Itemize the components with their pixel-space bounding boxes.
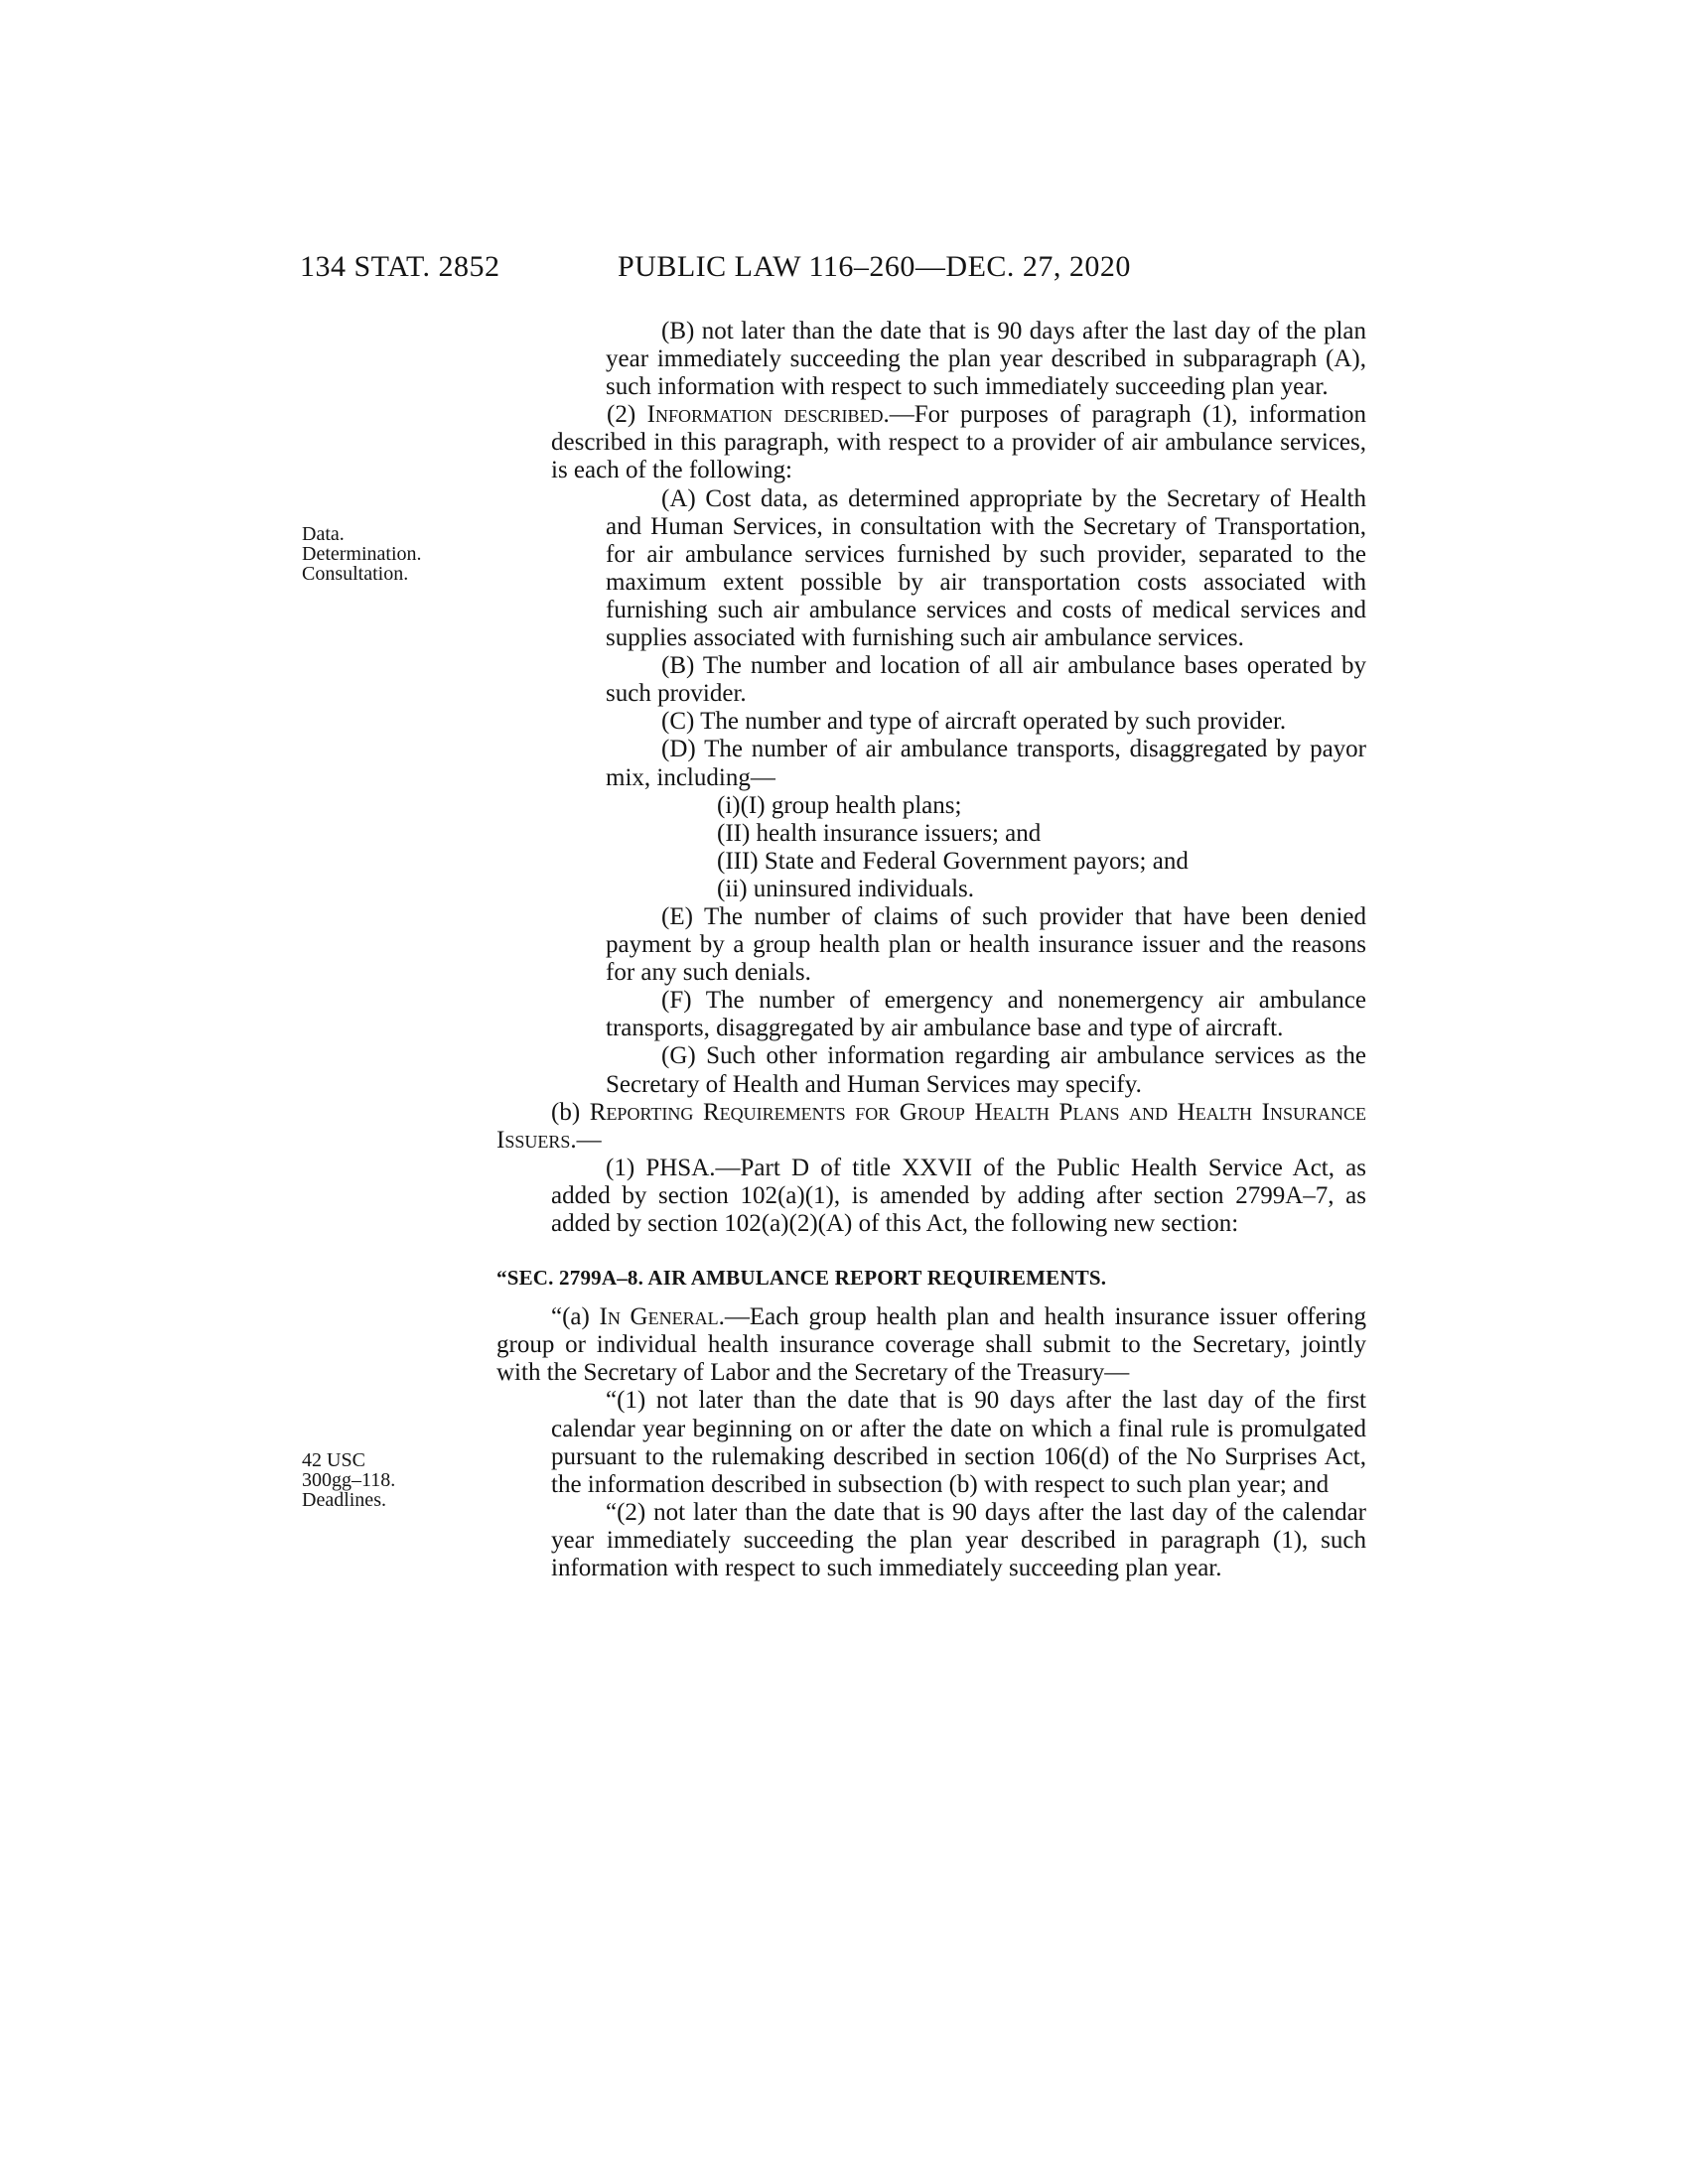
subparagraph-f	[606, 987, 1366, 1042]
text: (B) The number and location of all air ambulance bases operated by such provider.	[606, 652, 1366, 708]
text: “(2) not later than the date that is 90 days after the last day of the calendar year immediately succeeding the plan year described in paragraph (1), such information with respect to such immediately succeeding plan year.	[551, 1498, 1366, 1582]
paragraph-1-phsa	[551, 1155, 1366, 1238]
text: (F) The number of emergency and nonemergency air ambulance transports, disaggregated by air ambulance base and type of aircraft.	[606, 987, 1366, 1042]
margin-note-line: 300gg–118.	[302, 1469, 396, 1491]
paragraph-2	[551, 401, 1366, 484]
text: (1) PHSA.—Part D of title XXVII of the Public Health Service Act, as added by section 102(a)(1), is amended by adding after section 2799A–7, as added by section 102(a)(2)(A) of this Act, the following new section:	[551, 1154, 1366, 1237]
margin-note-line: 42 USC	[302, 1449, 365, 1471]
text: (ii) uninsured individuals.	[717, 875, 974, 902]
paragraph-number: (2)	[607, 401, 647, 429]
subsection-a	[496, 1303, 1366, 1387]
stat-citation: 134 STAT. 2852	[300, 250, 500, 283]
subparagraph-e	[606, 903, 1366, 987]
paragraph-heading: Information described	[646, 401, 884, 429]
text: (III) State and Federal Government payors; and	[717, 847, 1189, 875]
paragraph-a2	[551, 1499, 1366, 1582]
text: (E) The number of claims of such provider that have been denied payment by a group health plan or health insurance issuer and the reasons for any such denials.	[606, 902, 1366, 987]
subparagraph-a	[606, 485, 1366, 653]
margin-note-line: Consultation.	[302, 563, 409, 585]
text: (i)(I) group health plans;	[717, 791, 962, 819]
subsection-b	[496, 1099, 1366, 1155]
paragraph-a1	[551, 1387, 1366, 1498]
subparagraph-b	[606, 652, 1366, 708]
margin-note-line: Data.	[302, 523, 345, 545]
statute-body	[496, 318, 1367, 1582]
text: .—For purposes of paragraph (1), information described in this paragraph, with respect to a provider of air ambulance services, is each of the following:	[551, 401, 1366, 484]
clause-i-1	[717, 792, 1366, 820]
paragraph-b-subpara	[606, 318, 1366, 401]
subparagraph-g	[606, 1042, 1366, 1098]
subsection-number: “(a)	[551, 1303, 600, 1331]
text: (B) not later than the date that is 90 days after the last day of the plan year immediately succeeding the plan year described in subparagraph (A), such information with respect to such immediately succeeding plan year.	[606, 318, 1366, 401]
subparagraph-d	[606, 736, 1366, 791]
text: .—Each group health plan and health insurance issuer offering group or individual health insurance coverage shall submit to the Secretary, jointly with the Secretary of Labor and the Secretary of the Treasury—	[496, 1303, 1367, 1387]
clause-i-2	[717, 820, 1366, 848]
margin-note-usc	[302, 1450, 395, 1510]
running-head: PUBLIC LAW 116–260—DEC. 27, 2020	[618, 250, 1131, 283]
text: (G) Such other information regarding air ambulance services as the Secretary of Health and Human Services may specify.	[606, 1042, 1366, 1098]
page-header	[0, 250, 1688, 290]
subparagraph-c	[606, 708, 1366, 736]
text: (D) The number of air ambulance transports, disaggregated by payor mix, including—	[606, 736, 1366, 791]
text: “(1) not later than the date that is 90 days after the last day of the first calendar year beginning on or after the date on which a final rule is promulgated pursuant to the rulemaking described in section 106(d) of the No Surprises Act, the information described in subsection (b) with respect to such plan year; and	[551, 1387, 1366, 1498]
margin-note-line: Determination.	[302, 543, 422, 565]
text: (II) health insurance issuers; and	[717, 819, 1042, 847]
subsection-heading: In General	[599, 1303, 719, 1331]
margin-note-line: Deadlines.	[302, 1489, 386, 1511]
text: .—	[570, 1126, 602, 1154]
clause-i-3	[717, 848, 1366, 876]
text: (A) Cost data, as determined appropriate by the Secretary of Health and Human Services, in consultation with the Secretary of Transportation, for air ambulance services furnished by such provider, separated to the maximum extent possible by air transportation costs associated with furnishing such air ambulance services and costs of medical services and supplies associated with furnishing such air ambulance services.	[606, 484, 1366, 652]
subsection-heading: Reporting Requirements for Group Health Plans and Health Insurance Issuers	[496, 1098, 1366, 1154]
clause-ii	[717, 876, 1366, 903]
section-heading: “SEC. 2799A–8. AIR AMBULANCE REPORT REQUIREMENTS.	[496, 1266, 1107, 1291]
margin-note-data	[302, 524, 422, 584]
subsection-number: (b)	[551, 1098, 590, 1126]
text: (C) The number and type of aircraft operated by such provider.	[661, 708, 1287, 736]
